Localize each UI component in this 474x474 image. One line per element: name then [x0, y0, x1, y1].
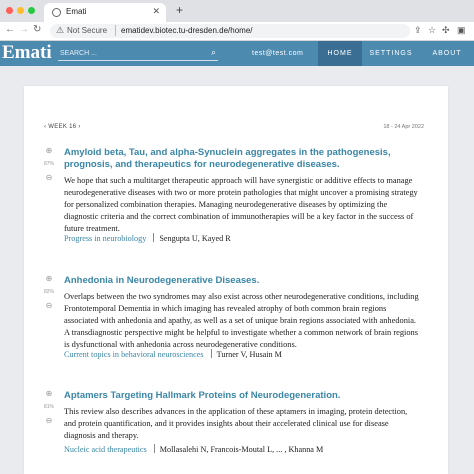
nav-home[interactable]: HOME: [318, 41, 362, 66]
article-abstract: We hope that such a multitarget therapeutic approach will have synergistic or additive effects to manage neurodegenerative diseases with two or more protein pathologies that might uncover a promising strategy for personalized combination therapies. Managing neurodegenerative diseases by optimizing the diagnostic criteria and the correct combination of immunotherapies will be a key factor in the success of future treatment.: [64, 176, 418, 233]
article-abstract: This review also describes advances in the application of these aptamers in imaging, protein detection, and protein quantification, and it provides insights about their accelerated clinical use for disease diagnosis and therapy.: [64, 407, 408, 440]
article-meta: [64, 349, 282, 361]
back-arrow-icon[interactable]: ←: [5, 24, 15, 35]
article-meta: [64, 444, 323, 456]
window-minimize-button[interactable]: [17, 7, 24, 14]
extensions-puzzle-icon[interactable]: ✣: [442, 25, 450, 35]
forward-arrow-icon[interactable]: →: [19, 24, 29, 35]
article-authors: Mollasalehi N, Francois-Moutal L, ... , Khanna M: [159, 445, 324, 454]
article-title[interactable]: Amyloid beta, Tau, and alpha-Synuclein aggregates in the pathogenesis, prognosis, and therapeutics for neurodegenerative diseases.: [64, 147, 391, 170]
browser-toolbar: [0, 22, 474, 41]
article-authors: Turner V, Husain M: [216, 350, 282, 359]
search-box: [58, 46, 218, 61]
week-label: WEEK 16: [48, 124, 77, 130]
new-tab-plus-icon[interactable]: +: [176, 3, 184, 17]
url-divider: [115, 25, 116, 36]
window-close-button[interactable]: [6, 7, 13, 14]
reload-icon[interactable]: ↻: [33, 24, 42, 35]
article-meta: [64, 233, 231, 245]
browser-tab-bar: [0, 0, 474, 22]
meta-divider: [154, 444, 155, 453]
search-icon[interactable]: ⌕: [210, 47, 216, 57]
address-bar[interactable]: [50, 24, 410, 38]
globe-icon: [52, 8, 61, 17]
relevance-score: 82%: [43, 289, 54, 295]
tab-title: Emati: [66, 7, 87, 16]
nav-about[interactable]: ABOUT: [432, 50, 462, 57]
content-card: [24, 86, 448, 474]
close-icon[interactable]: ✕: [152, 6, 160, 16]
downvote-icon[interactable]: ⊖: [45, 301, 53, 310]
week-header: [44, 124, 424, 134]
week-selector[interactable]: ‹ WEEK 16 ›: [44, 124, 81, 130]
relevance-score: 87%: [43, 161, 54, 167]
article-title[interactable]: Anhedonia in Neurodegenerative Diseases.: [64, 275, 260, 286]
upvote-icon[interactable]: ⊕: [45, 146, 53, 155]
nav-settings[interactable]: SETTINGS: [369, 50, 413, 57]
journal-link[interactable]: Nucleic acid therapeutics: [64, 445, 147, 454]
search-input[interactable]: [58, 46, 202, 60]
window-maximize-button[interactable]: [28, 7, 35, 14]
article-authors: Sengupta U, Kayed R: [159, 234, 231, 243]
site-navbar: [0, 41, 474, 66]
article-abstract: Overlaps between the two syndromes may also exist across other neurodegenerative conditions, including Frontotemporal Dementia in which imaging has revealed atrophy of both common brain regions associated with anhedonia and apathy, as well as a set of unique brain regions associated with anhedonia. A transdiagnostic perspective might be helpful to investigate whether a common network of brain regions is dysfunctional with anhedonia across neurodegenerative conditions.: [64, 292, 419, 349]
user-email[interactable]: test@test.com: [252, 50, 304, 57]
upvote-icon[interactable]: ⊕: [45, 389, 53, 398]
meta-divider: [153, 233, 154, 242]
journal-link[interactable]: Progress in neurobiology: [64, 234, 147, 243]
date-range: 18 - 24 Apr 2022: [383, 124, 424, 130]
site-logo[interactable]: Emati: [2, 42, 52, 63]
downvote-icon[interactable]: ⊖: [45, 173, 53, 182]
relevance-score: 81%: [43, 404, 54, 410]
downvote-icon[interactable]: ⊖: [45, 416, 53, 425]
share-icon[interactable]: ⇪: [414, 25, 422, 35]
upvote-icon[interactable]: ⊕: [45, 274, 53, 283]
security-label: Not Secure: [67, 26, 108, 35]
journal-link[interactable]: Current topics in behavioral neurosciences: [64, 350, 204, 359]
meta-divider: [211, 349, 212, 358]
browser-tab[interactable]: [44, 3, 166, 22]
url-text[interactable]: ematidev.biotec.tu-dresden.de/home/: [121, 26, 253, 35]
warning-icon[interactable]: ⚠: [56, 25, 65, 35]
star-icon[interactable]: ☆: [428, 25, 437, 35]
sidebar-icon[interactable]: ▣: [457, 25, 466, 35]
article-title[interactable]: Aptamers Targeting Hallmark Proteins of Neurodegeneration.: [64, 390, 341, 401]
